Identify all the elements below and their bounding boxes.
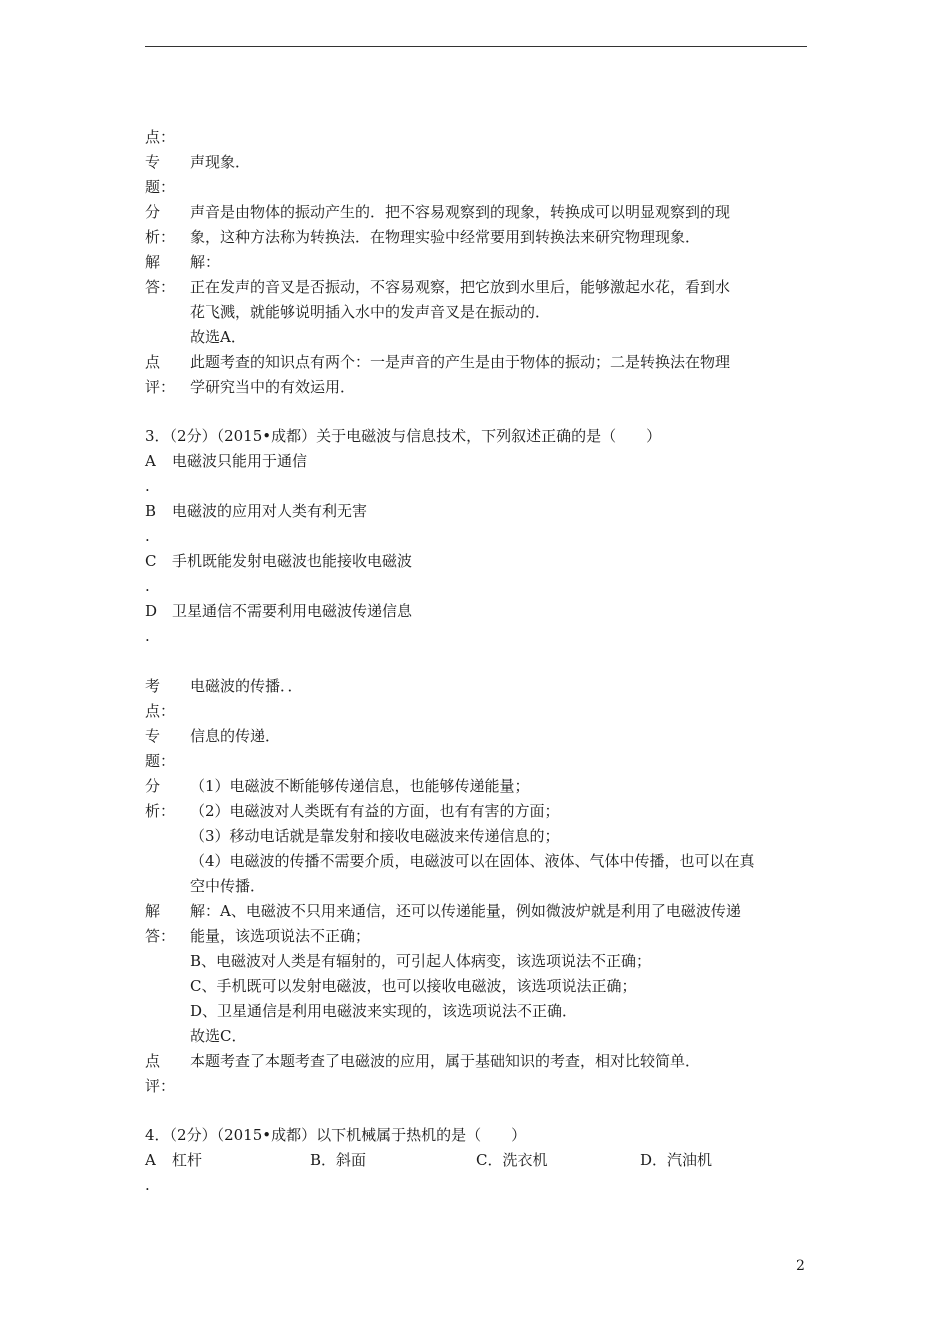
q3-zhuanti-label-2: 题：	[145, 752, 176, 770]
q3-jieda-label-2: 答：	[145, 927, 176, 945]
fenxi-label-1: 分	[145, 203, 161, 221]
q3-fenxi-label-2: 析：	[145, 802, 176, 820]
header-rule	[145, 46, 807, 47]
q4-option-b: B．斜面	[310, 1151, 367, 1169]
q3-zhuanti-label-1: 专	[145, 727, 161, 745]
q3-kaodian-label-1: 考	[145, 677, 161, 695]
jieda-line: 正在发声的音叉是否振动，不容易观察，把它放到水里后，能够激起水花，看到水	[190, 278, 731, 296]
jieda-label-2: 答：	[145, 278, 176, 296]
q3-fenxi-line: 空中传播．	[190, 877, 266, 895]
q3-fenxi-line: （4）电磁波的传播不需要介质，电磁波可以在固体、液体、气体中传播，也可以在真	[190, 852, 755, 870]
q4-option-a-letter: A	[145, 1151, 156, 1169]
q4-option-a-dot: .	[145, 1176, 150, 1194]
fenxi-line: 声音是由物体的振动产生的．把不容易观察到的现象，转换成可以明显观察到的现	[190, 203, 731, 221]
q4-stem: 4．（2分）（2015•成都）以下机械属于热机的是（ ）	[145, 1126, 527, 1144]
q3-stem: 3．（2分）（2015•成都）关于电磁波与信息技术，下列叙述正确的是（ ）	[145, 427, 662, 445]
q3-option-b-text: 电磁波的应用对人类有利无害	[172, 502, 368, 520]
q3-jieda-line: C、手机既可以发射电磁波，也可以接收电磁波，该选项说法正确；	[190, 977, 637, 995]
q3-jieda-line: D、卫星通信是利用电磁波来实现的，该选项说法不正确．	[190, 1002, 578, 1020]
q3-option-b-letter: B	[145, 502, 157, 520]
fenxi-label-2: 析：	[145, 228, 176, 246]
q3-option-a-dot: .	[145, 477, 150, 495]
dianping-label-2: 评：	[145, 378, 176, 396]
q3-option-d-dot: .	[145, 627, 150, 645]
q3-fenxi-line: （1）电磁波不断能够传递信息，也能够传递能量；	[190, 777, 530, 795]
q4-option-c: C．洗衣机	[476, 1151, 548, 1169]
dianping-line: 学研究当中的有效运用．	[190, 378, 356, 396]
fenxi-line: 象，这种方法称为转换法．在物理实验中经常要用到转换法来研究物理现象．	[190, 228, 701, 246]
q4-option-a-text: 杠杆	[172, 1151, 203, 1169]
dianping-line: 此题考查的知识点有两个：一是声音的产生是由于物体的振动；二是转换法在物理	[190, 353, 731, 371]
q3-option-d-text: 卫星通信不需要利用电磁波传递信息	[172, 602, 413, 620]
q3-kaodian-text: 电磁波的传播．．	[190, 677, 303, 695]
jieda-line: 花飞溅，就能够说明插入水中的发声音叉是在振动的．	[190, 303, 551, 321]
jieda-line: 解：	[190, 253, 221, 271]
q3-option-c-letter: C	[145, 552, 157, 570]
kaodian-label-tail: 点：	[145, 128, 176, 146]
q3-jieda-line: B、电磁波对人类是有辐射的，可引起人体病变，该选项说法不正确；	[190, 952, 652, 970]
q3-dianping-text: 本题考查了本题考查了电磁波的应用，属于基础知识的考查，相对比较简单．	[190, 1052, 701, 1070]
zhuanti-label-1: 专	[145, 153, 161, 171]
q3-zhuanti-text: 信息的传递．	[190, 727, 281, 745]
q3-fenxi-line: （2）电磁波对人类既有有益的方面，也有有害的方面；	[190, 802, 560, 820]
zhuanti-text: 声现象．	[190, 153, 251, 171]
q3-fenxi-label-1: 分	[145, 777, 161, 795]
dianping-label-1: 点	[145, 353, 161, 371]
zhuanti-label-2: 题：	[145, 178, 176, 196]
page-number: 2	[796, 1258, 805, 1274]
q3-jieda-line: 故选C．	[190, 1027, 247, 1045]
q3-jieda-line: 解：A、电磁波不只用来通信，还可以传递能量，例如微波炉就是利用了电磁波传递	[190, 902, 741, 920]
q3-fenxi-line: （3）移动电话就是靠发射和接收电磁波来传递信息的；	[190, 827, 560, 845]
q3-jieda-line: 能量，该选项说法不正确；	[190, 927, 371, 945]
q3-jieda-label-1: 解	[145, 902, 161, 920]
jieda-line: 故选A．	[190, 328, 246, 346]
q3-kaodian-label-2: 点：	[145, 702, 176, 720]
q3-option-a-letter: A	[145, 452, 156, 470]
q3-option-c-dot: .	[145, 577, 150, 595]
q3-option-b-dot: .	[145, 527, 150, 545]
jieda-label-1: 解	[145, 253, 161, 271]
q3-option-d-letter: D	[145, 602, 158, 620]
q3-option-c-text: 手机既能发射电磁波也能接收电磁波	[172, 552, 413, 570]
q3-dianping-label-2: 评：	[145, 1077, 176, 1095]
q3-dianping-label-1: 点	[145, 1052, 161, 1070]
q3-option-a-text: 电磁波只能用于通信	[172, 452, 308, 470]
q4-option-d: D．汽油机	[640, 1151, 713, 1169]
